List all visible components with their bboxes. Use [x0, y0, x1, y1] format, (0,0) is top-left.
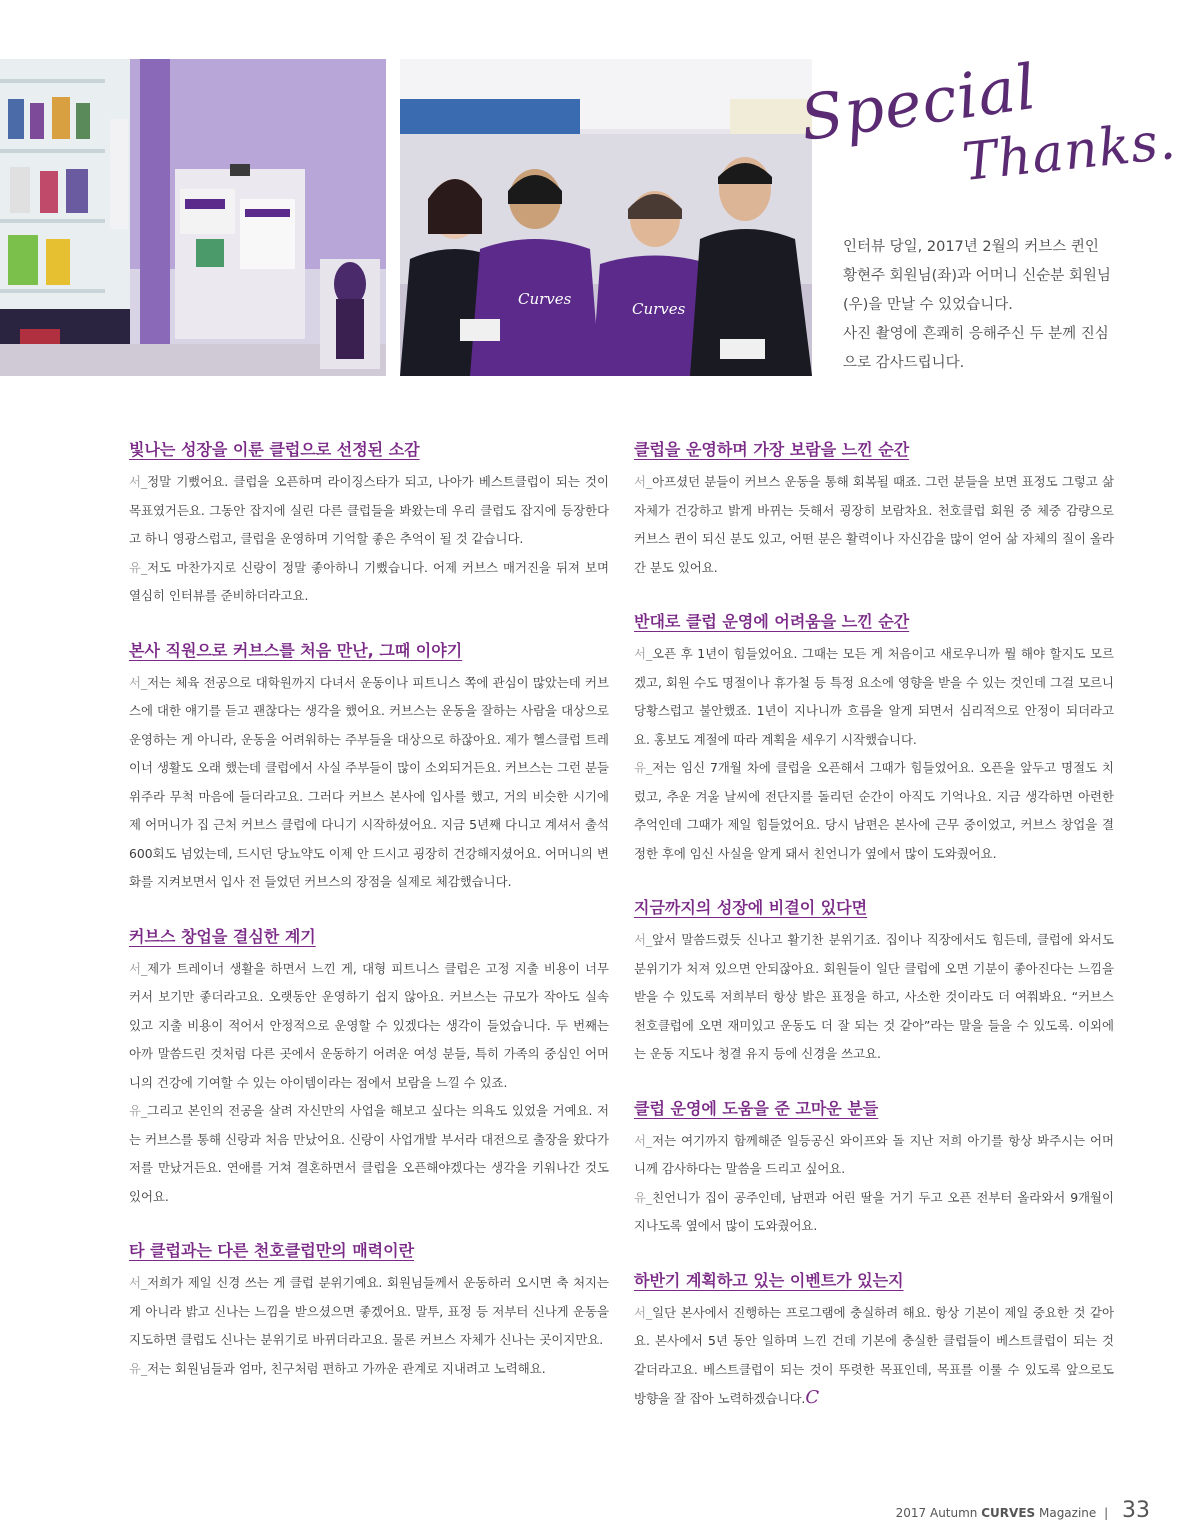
answer-text: 저희가 제일 신경 쓰는 게 클럽 분위기예요. 회원님들께서 운동하러 오시면 축 처지는 게 아니라 밝고 신나는 느낌을 받으셨으면 좋겠어요. 말투, 표정 등 저부터 신나게 운동을 지도하면 클럽도 신나는 분위기로 바뀌더라고요. 물론 커브스 자체가 신나는 곳이지만요. [129, 1275, 609, 1347]
photo-caption [843, 233, 1143, 378]
speaker-label: 서_ [634, 474, 653, 489]
speaker-label: 서_ [634, 1304, 653, 1320]
answer-text: 저도 마찬가지로 신랑이 정말 좋아하니 기뻤습니다. 어제 커브스 매거진을 뒤져 보며 열심히 인터뷰를 준비하더라고요. [129, 559, 609, 603]
answer-paragraph [634, 1127, 1114, 1184]
caption-line: 으로 감사드립니다. [843, 355, 965, 371]
speaker-label: 서_ [634, 646, 653, 661]
speaker-label: 서_ [129, 960, 148, 976]
answer-text: 저는 체육 전공으로 대학원까지 다녀서 운동이나 피트니스 쪽에 관심이 많았는데 커브스에 대한 얘기를 듣고 괜찮다는 생각을 했어요. 커브스는 운동을 잘하는 사람을 대상으로 운영하는 게 아니라, 운동을 어려워하는 주부들을 대상으로 하잖아요. 제가 헬스클럽 트레이너 생활도 오래 했는데 클럽에서 사실 주부들이 많이 소외되거든요. 커브스는 그런 분들 위주라 무척 마음에 들더라고요. 그러다 커브스 본사에 입사를 했고, 거의 비슷한 시기에 제 어머니가 집 근처 커브스 클럽에 다니기 시작하셨어요. 지금 5년째 다니고 계셔서 출석 600회도 넘었는데, 드시던 당뇨약도 이제 안 드시고 굉장히 건강해지셨어요. 어머니의 변화를 지켜보면서 입사 전 들었던 커브스의 장점을 실제로 체감했습니다. [129, 674, 609, 889]
answer-paragraph [634, 1299, 1114, 1414]
answer-text: 저는 임신 7개월 차에 클럽을 오픈해서 그때가 힘들었어요. 오픈을 앞두고 명절도 치렀고, 추운 겨울 날씨에 전단지를 돌리던 순간이 아직도 기억나요. 지금 생각하면 아련한 추억인데 그때가 제일 힘들었어요. 당시 남편은 본사에 근무 중이었고, 커브스 창업을 결정한 후에 임신 사실을 알게 돼서 친언니가 옆에서 많이 도와줬어요. [634, 760, 1114, 861]
interview-section [634, 1269, 1114, 1414]
answer-text: 앞서 말씀드렸듯 신나고 활기찬 분위기죠. 집이나 직장에서도 힘든데, 클럽에 와서도 분위기가 처져 있으면 안되잖아요. 회원들이 일단 클럽에 오면 기분이 좋아진다는 느낌을 받을 수 있도록 저희부터 항상 밝은 표정을 하고, 사소한 것이라도 더 여쭤봐요. “커브스 천호클럽에 오면 재미있고 운동도 더 잘 되는 것 같아”라는 말을 들을 수 있도록. 이외에는 운동 지도나 청결 유지 등에 신경을 쓰고요. [634, 932, 1114, 1061]
answer-paragraph [129, 468, 609, 554]
section-heading: 클럽 운영에 도움을 준 고마운 분들 [634, 1098, 879, 1118]
speaker-label: 서_ [634, 1132, 653, 1148]
section-heading: 클럽을 운영하며 가장 보람을 느낀 순간 [634, 440, 910, 459]
answer-text: 그리고 본인의 전공을 살려 자신만의 사업을 해보고 싶다는 의욕도 있었을 거예요. 저는 커브스를 통해 신랑과 처음 만났어요. 신랑이 사업개발 부서라 대전으로 출장을 왔다가 저를 만났거든요. 연애를 거쳐 결혼하면서 클럽을 오픈해야겠다는 생각을 키워나간 것도 있어요. [129, 1103, 609, 1204]
interview-section [129, 438, 609, 611]
footer-issue: 2017 Autumn [895, 1506, 978, 1520]
answer-text: 아프셨던 분들이 커브스 운동을 통해 회복될 때죠. 그런 분들을 보면 표정도 그렇고 삶 자체가 건강하고 밝게 바뀌는 듯해서 굉장히 보람차요. 천호클럽 회원 중 체중 감량으로 커브스 퀸이 되신 분도 있고, 어떤 분은 활력이나 자신감을 많이 얻어 삶 자체의 질이 올라간 분도 있어요. [634, 474, 1114, 575]
section-heading: 지금까지의 성장에 비결이 있다면 [634, 898, 868, 917]
interview-section [634, 610, 1114, 868]
answer-text: 저는 여기까지 함께해준 일등공신 와이프와 돌 지난 저희 아기를 항상 봐주시는 어머니께 감사하다는 말씀을 드리고 싶어요. [634, 1132, 1114, 1176]
answer-paragraph [634, 640, 1114, 754]
interview-section [129, 925, 609, 1212]
right-column [634, 438, 1114, 1442]
section-heading: 본사 직원으로 커브스를 처음 만난, 그때 이야기 [129, 640, 463, 660]
answer-paragraph [634, 754, 1114, 868]
speaker-label: 서_ [129, 474, 148, 489]
answer-text: 정말 기뻤어요. 클럽을 오픈하며 라이징스타가 되고, 나아가 베스트클럽이 되는 것이 목표였거든요. 그동안 잡지에 실린 다른 클럽들을 봐왔는데 우리 클럽도 잡지에 등장한다고 하니 영광스럽고, 클럽을 운영하며 기억할 좋은 추억이 될 것 같습니다. [129, 474, 609, 546]
curves-end-mark-icon: C [805, 1387, 820, 1408]
answer-text: 제가 트레이너 생활을 하면서 느낀 게, 대형 피트니스 클럽은 고정 지출 비용이 너무 커서 보기만 좋더라고요. 오랫동안 운영하기 쉽지 않아요. 커브스는 규모가 작아도 실속 있고 지출 비용이 적어서 안정적으로 운영할 수 있겠다는 생각이 들었습니다. 두 번째는 아까 말씀드린 것처럼 다른 곳에서 운동하기 어려운 여성 분들, 특히 가족의 중심인 어머니의 건강에 기여할 수 있는 아이템이라는 점에서 보람을 느낄 수 있죠. [129, 960, 609, 1090]
answer-paragraph [129, 955, 609, 1098]
club-interior-photo [0, 59, 386, 376]
section-heading: 빛나는 성장을 이룬 클럽으로 선정된 소감 [129, 440, 420, 459]
caption-line: 사진 촬영에 흔쾌히 응해주신 두 분께 진심 [843, 326, 1109, 342]
answer-paragraph [129, 1269, 609, 1355]
footer-brand: CURVES [981, 1506, 1036, 1520]
answer-text: 친언니가 집이 공주인데, 남편과 어린 딸을 거기 두고 오픈 전부터 올라와서 9개월이 지나도록 옆에서 많이 도와줬어요. [634, 1189, 1114, 1233]
speaker-label: 서_ [129, 674, 148, 690]
answer-text: 일단 본사에서 진행하는 프로그램에 충실하려 해요. 항상 기본이 제일 중요한 것 같아요. 본사에서 5년 동안 일하며 느낀 건데 기본에 충실한 클럽들이 베스트클럽이 되는 것 같더라고요. 베스트클럽이 되는 것이 뚜렷한 목표인데, 목표를 이룰 수 있도록 앞으로도 방향을 잘 잡아 노력하겠습니다. [634, 1304, 1114, 1406]
caption-line: 인터뷰 당일, 2017년 2월의 커브스 퀸인 [843, 239, 1099, 255]
special-thanks-title-line1: Special [796, 49, 1042, 156]
group-photo [400, 59, 812, 376]
page-footer [896, 1498, 1150, 1523]
interview-section [634, 438, 1114, 582]
answer-text: 저는 회원님들과 엄마, 친구처럼 편하고 가까운 관계로 지내려고 노력해요. [147, 1360, 546, 1376]
caption-line: 황현주 회원님(좌)과 어머니 신순분 회원님 [843, 268, 1111, 284]
speaker-label: 유_ [634, 760, 653, 775]
special-thanks-title-line2: Thanks. [959, 110, 1179, 194]
answer-text: 오픈 후 1년이 힘들었어요. 그때는 모든 게 처음이고 새로우니까 뭘 해야 할지도 모르겠고, 회원 수도 명절이나 휴가철 등 특정 요소에 영향을 받을 수 있는 것인데 그걸 모르니 당황스럽고 불안했죠. 1년이 지나니까 흐름을 알게 되면서 심리적으로 안정이 되더라고요. 홍보도 계절에 따라 계획을 세우기 시작했습니다. [634, 646, 1114, 747]
speaker-label: 유_ [634, 1189, 653, 1205]
answer-paragraph [634, 468, 1114, 582]
section-heading: 하반기 계획하고 있는 이벤트가 있는지 [634, 1270, 904, 1290]
section-heading: 반대로 클럽 운영에 어려움을 느낀 순간 [634, 612, 910, 631]
interview-section [129, 1239, 609, 1383]
interview-section [634, 896, 1114, 1069]
interview-section [129, 639, 609, 897]
footer-separator: | [1104, 1506, 1109, 1520]
section-heading: 타 클럽과는 다른 천호클럽만의 매력이란 [129, 1241, 415, 1260]
answer-paragraph [129, 554, 609, 611]
footer-magazine: Magazine [1038, 1506, 1097, 1520]
answer-paragraph [129, 1355, 609, 1384]
speaker-label: 서_ [129, 1275, 148, 1290]
answer-paragraph [129, 1097, 609, 1211]
shirt-logo-text: Curves [632, 300, 686, 318]
page-number: 33 [1122, 1498, 1150, 1523]
speaker-label: 유_ [129, 559, 148, 575]
left-column [129, 438, 609, 1411]
section-heading: 커브스 창업을 결심한 계기 [129, 926, 316, 946]
speaker-label: 서_ [634, 932, 653, 947]
answer-paragraph [129, 669, 609, 897]
answer-paragraph [634, 1184, 1114, 1241]
answer-paragraph [634, 926, 1114, 1069]
interview-section [634, 1097, 1114, 1241]
shirt-logo-text: Curves [518, 290, 572, 308]
speaker-label: 유_ [129, 1103, 148, 1118]
caption-line: (우)을 만날 수 있었습니다. [843, 297, 1013, 313]
speaker-label: 유_ [129, 1360, 148, 1376]
